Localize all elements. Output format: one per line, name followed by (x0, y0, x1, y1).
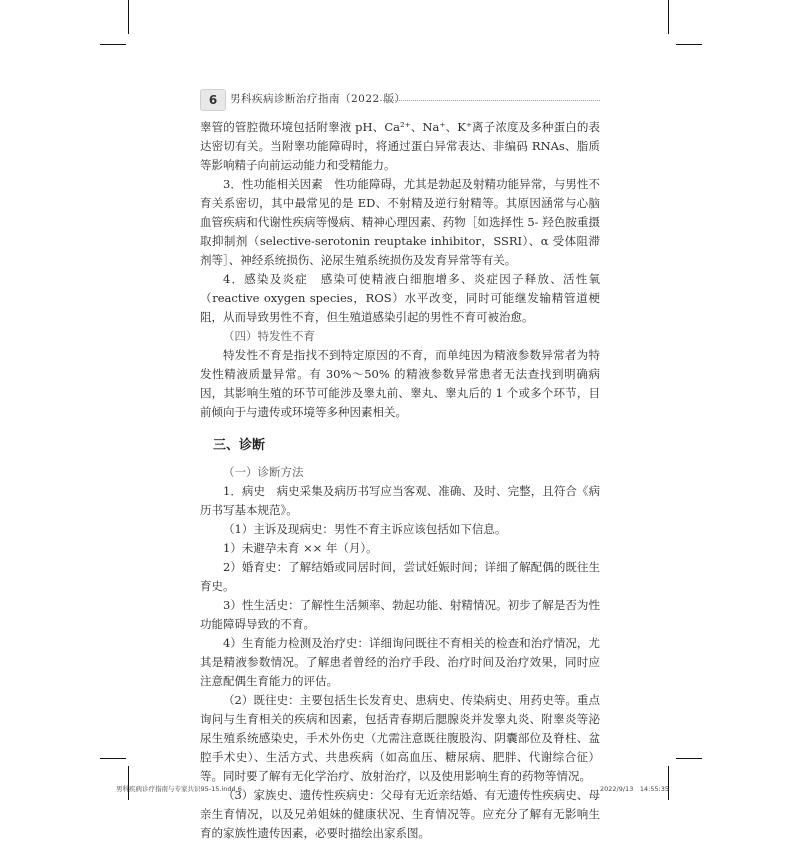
print-slug (0, 782, 800, 796)
paragraph: 2）婚育史：了解结婚或同居时间，尝试妊娠时间；详细了解配偶的既往生育史。 (200, 560, 600, 593)
running-title: 男科疾病诊断治疗指南（2022 版） (230, 93, 406, 105)
paragraph: 4．感染及炎症 感染可使精液白细胞增多、炎症因子释放、活性氧（reactive oxygen species，ROS）水平改变，同时可能继发输精管道梗阻，从而导致男性不育，但生殖道感染引起的男性不育可被治愈。 (200, 272, 600, 324)
paragraph: （2）既往史：主要包括生长发育史、患病史、传染病史、用药史等。重点询问与生育相关的疾病和因素，包括青春期后腮腺炎并发睾丸炎、附睾炎等泌尿生殖系统感染史，手术外伤史（尤需注意既往腹股沟、阴囊部位及脊柱、盆腔手术史）、生活方式、共患疾病（如高血压、糖尿病、肥胖、代谢综合征）等。同时要了解有无化学治疗、放射治疗，以及使用影响生育的药物等情况。 (200, 693, 600, 783)
paragraph: 睾管的管腔微环境包括附睾液 pH、Ca²⁺、Na⁺、K⁺离子浓度及多种蛋白的表达密切有关。当附睾功能障碍时，将通过蛋白异常表达、非编码 RNAs、脂质等影响精子向前运动能力和受精能力。 (200, 120, 600, 172)
subsection-heading: （一）诊断方法 (223, 465, 304, 479)
paragraph: 4）生育能力检测及治疗史：详细询问既往不育相关的检查和治疗情况，尤其是精液参数情况。了解患者曾经的治疗手段、治疗时间及治疗效果，同时应注意配偶生育能力的评估。 (200, 636, 600, 688)
section-heading: 三、诊断 (213, 438, 266, 453)
body-text (200, 118, 600, 843)
paragraph: 3）性生活史：了解性生活频率、勃起功能、射精情况。初步了解是否为性功能障碍导致的不育。 (200, 598, 600, 631)
paragraph: （3）家族史、遗传性疾病史：父母有无近亲结婚、有无遗传性疾病史、母亲生育情况，以及兄弟姐妹的健康状况、生育情况等。应充分了解有无影响生育的家族性遗传因素，必要时描绘出家系图。 (200, 788, 600, 840)
slug-timestamp: 2022/9/13 14:55:35 (600, 785, 670, 793)
page-number: 6 (200, 89, 226, 111)
slug-filename: 男科疾病诊疗指南与专家共识95-15.indd 6 (116, 785, 242, 793)
paragraph: 3．性功能相关因素 性功能障碍，尤其是勃起及射精功能异常，与男性不育关系密切，其中最常见的是 ED、不射精及逆行射精等。其原因涵常与心脑血管疾病和代谢性疾病等慢病、精神心理因素、药物［如选择性 5- 羟色胺重摄取抑制剂（selective-serotonin reuptake inhibitor，SSRI）、α 受体阻滞剂等］、神经系统损伤、泌尿生殖系统损伤及发育异常等有关。 (200, 177, 600, 267)
paragraph: （1）主诉及现病史：男性不育主诉应该包括如下信息。 (223, 522, 507, 536)
paragraph: 特发性不育是指找不到特定原因的不育，而单纯因为精液参数异常者为特发性精液质量异常。有 30%～50% 的精液参数异常患者无法查找到明确病因，其影响生殖的环节可能涉及睾丸前、睾丸、睾丸后的 1 个或多个环节，目前倾向于与遗传或环境等多种因素相关。 (200, 348, 600, 419)
paragraph: 1）未避孕未育 ×× 年（月）。 (223, 541, 378, 555)
header-dotted-rule (380, 100, 600, 101)
paragraph: 1．病史 病史采集及病历书写应当客观、准确、及时、完整，且符合《病历书写基本规范》。 (200, 484, 600, 517)
page-header (200, 89, 600, 109)
subsection-heading: （四）特发性不育 (223, 329, 315, 343)
